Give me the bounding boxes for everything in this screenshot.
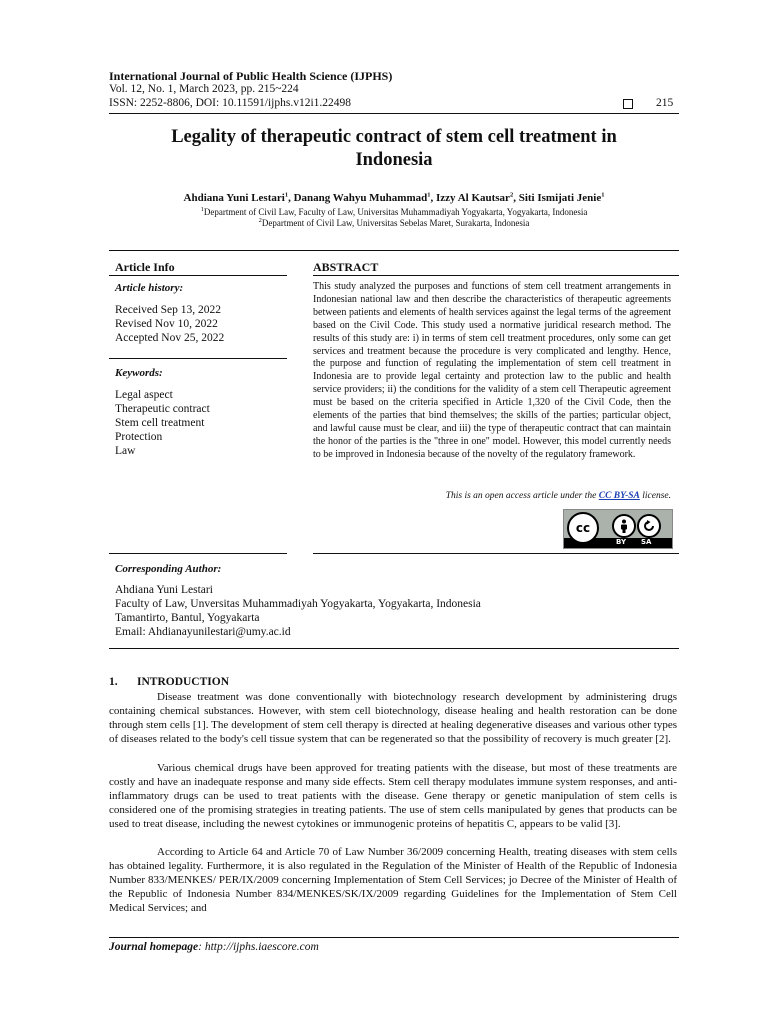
history-label: Article history: (115, 282, 184, 294)
section-title: INTRODUCTION (137, 676, 230, 688)
corresponding-rule (109, 648, 679, 649)
author-affiliation-mark: 2 (509, 191, 514, 199)
issn-doi: ISSN: 2252-8806, DOI: 10.11591/ijphs.v12i1.22498 (109, 97, 352, 109)
share-alike-icon (637, 514, 661, 538)
intro-paragraph-3: According to Article 64 and Article 70 of Law Number 36/2009 concerning Health, treating diseases with stem cells has obtained legality. Furthermore, it is also regulated in the Regulation of the Minister of Health of the Republic of Indonesia Number 833/MENKES/ PER/IX/2009 concerning Implementation of Stem Cell Services; jo Decree of the Minister of Health of the Republic of Indonesia Number 834/MENKES/SK/IX/2009 regarding Guidelines for the Implementation of Stem Cell Medical Services; and (109, 846, 677, 915)
badge-by-label: BY (616, 538, 627, 546)
abstract-heading-rule (313, 275, 679, 276)
author-name: Siti Ismijati Jenie (518, 192, 602, 204)
footer-rule (109, 937, 679, 938)
author-name: Izzy Al Kautsar (436, 192, 510, 204)
volume-info: Vol. 12, No. 1, March 2023, pp. 215~224 (109, 83, 299, 95)
person-icon (618, 519, 630, 533)
corresponding-email: Email: Ahdianayunilestari@umy.ac.id (115, 626, 291, 638)
keywords-label: Keywords: (115, 367, 163, 379)
author-affiliation-mark: 1 (284, 191, 289, 199)
journal-homepage: Journal homepage: http://ijphs.iaescore.com (109, 941, 319, 953)
license-suffix: license. (639, 491, 671, 501)
affiliation (109, 207, 679, 217)
intro-paragraph-2: Various chemical drugs have been approved for treating patients with the disease, but most of these treatments are costly and have an inadequate response and many side effects. Stem cell therapy modulates immune system responses, and anti-inflammatory drugs can be used to treat patients with the disease. Gene therapy or genetic manipulation of stem cells is considered one of the promising strategies in treating patients. The use of stem cells manipulated by genes that products can be used to treat disease, including the newest cytokines or immunogenic proteins of hepatitis C, appears to be valid [3]. (109, 762, 677, 831)
share-alike-arrow-icon (642, 519, 656, 533)
corresponding-address: Tamantirto, Bantul, Yogyakarta (115, 612, 260, 624)
attribution-icon (612, 514, 636, 538)
affiliation (109, 218, 679, 228)
title-line-2: Indonesia (355, 150, 433, 170)
license-statement (313, 491, 671, 501)
article-info-heading: Article Info (115, 260, 175, 274)
license-prefix: This is an open access article under the (445, 491, 599, 501)
intro-paragraph-1: Disease treatment was done conventionally with biotechnology research development by administering drugs containing chemical substances. However, with stem cell biotechnology, disease healing and health restoration can be done through stem cells [1]. The development of stem cell therapy is directed at healing degenerative diseases and various other types of diseases related to the body's cell tissue system that can be regenerated so that the possibility of recovery is much greater [2]. (109, 691, 677, 746)
keyword: Therapeutic contract (115, 403, 210, 415)
section-number: 1. (109, 676, 118, 688)
affiliation-mark: 2 (258, 217, 262, 224)
history-revised: Revised Nov 10, 2022 (115, 318, 218, 330)
title-line-1: Legality of therapeutic contract of stem cell treatment in (171, 127, 617, 147)
corresponding-label: Corresponding Author: (115, 563, 222, 575)
cc-by-sa-link[interactable]: CC BY-SA (598, 491, 640, 501)
author-affiliation-mark: 1 (427, 191, 431, 199)
journal-name: International Journal of Public Health Science (IJPHS) (109, 69, 393, 83)
affiliation-mark: 1 (200, 206, 204, 213)
homepage-label: Journal homepage (109, 941, 199, 953)
history-list (115, 303, 285, 345)
abstract-heading: ABSTRACT (313, 260, 379, 274)
abstract-bottom-rule (313, 553, 679, 554)
paper-title (109, 126, 679, 172)
affiliation-text: Department of Civil Law, Faculty of Law, Universitas Muhammadiyah Yogyakarta, Yogyakarta, Indonesia (203, 207, 588, 217)
cc-icon: cc (567, 512, 599, 544)
badge-sa-label: SA (641, 538, 652, 546)
info-top-rule (109, 250, 679, 251)
abstract-text: This study analyzed the purposes and functions of stem cell treatment arrangements in Indonesian national law and then describe the characteristics of therapeutic agreements between patients and elements of health services against the legal terms of the agreement based on the Civil Code. This study used a normative juridical research method. The results of this study are: i) in terms of stem cell treatment procedures, only some can get services and treatment because the procedure is very complicated and lengthy. Hence, the purpose and function of regulating the implementation of stem cell treatment in Indonesia are to provide legal certainty and protection law to the public and health service providers; ii) the conditions for the validity of a stem cell Therapeutic agreement must be based on the criteria specified in Article 1,320 of the Civil Code, then the elements of the parties that bind themselves; the skills of the parties; particular object, and lawful cause must be clear, and iii) the type of therapeutic contract that can maintain the honor of the parties is the "three in one" model. However, this model currently needs to be improved in Indonesia because of the novelty of the regulatory framework. (313, 281, 671, 460)
keyword: Law (115, 445, 136, 457)
square-icon (623, 99, 633, 109)
keyword: Legal aspect (115, 389, 173, 401)
keyword-list (115, 388, 285, 458)
info-bottom-rule (109, 553, 287, 554)
keyword: Stem cell treatment (115, 417, 205, 429)
author-list: Ahdiana Yuni Lestari$^1$, Danang Wahyu Muhammad$^1$, Izzy Al Kautsar$^2$, Siti Ismijati Jenie$^1$ (183, 191, 605, 204)
info-heading-rule (109, 275, 287, 276)
cc-license-badge[interactable] (563, 509, 673, 549)
section-heading (109, 676, 229, 688)
history-rule (109, 358, 287, 359)
author-affiliation-mark: 1 (601, 191, 605, 199)
keyword: Protection (115, 431, 163, 443)
author-name: Danang Wahyu Muhammad (293, 192, 428, 204)
homepage-url[interactable]: http://ijphs.iaescore.com (204, 941, 319, 953)
corresponding-affiliation: Faculty of Law, Unversitas Muhammadiyah Yogyakarta, Yogyakarta, Indonesia (115, 598, 481, 610)
corresponding-name: Ahdiana Yuni Lestari (115, 584, 213, 596)
header-rule (109, 113, 679, 114)
history-accepted: Accepted Nov 25, 2022 (115, 332, 225, 344)
history-received: Received Sep 13, 2022 (115, 304, 222, 316)
page-number: 215 (656, 97, 674, 109)
author-name: Ahdiana Yuni Lestari (183, 192, 285, 204)
affiliation-text: Department of Civil Law, Universitas Sebelas Maret, Surakarta, Indonesia (261, 218, 530, 228)
